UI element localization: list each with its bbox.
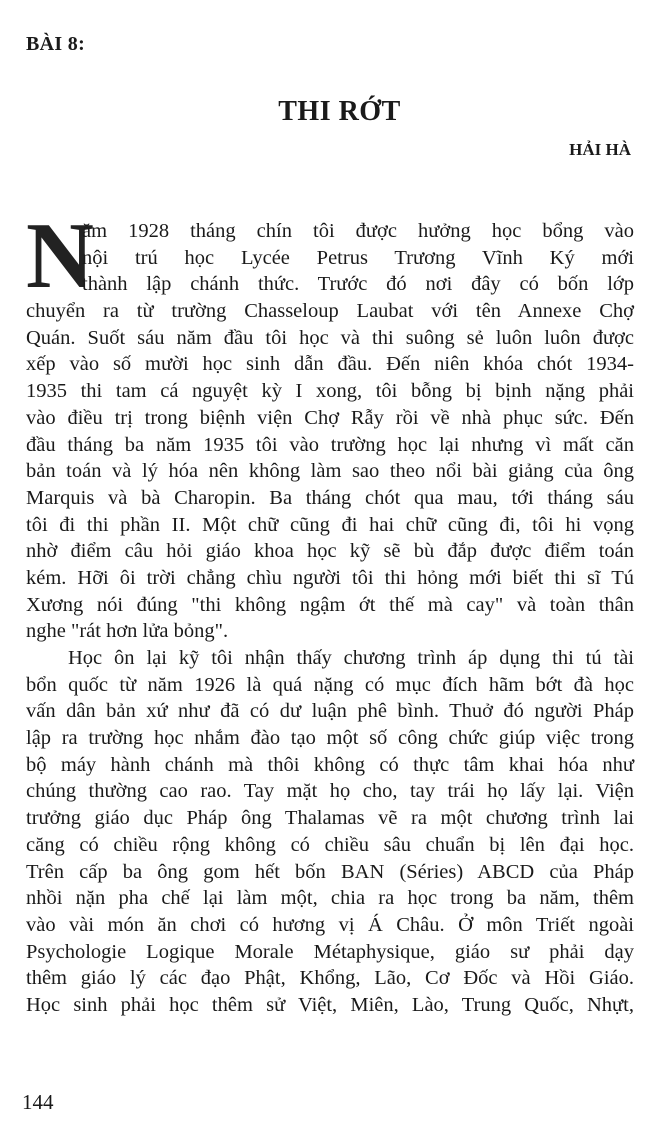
text-line: ăm 1928 tháng chín tôi được hưởng học bổng vào [82,220,634,242]
text-line: căng có chiều rộng không có chiều sâu chuẩn bị lên đại học. [26,833,634,856]
text-line: kém. Hỡi ôi trời chẳng chìu người tôi thi hỏng mới biết thi sĩ Tú [26,566,634,589]
text-line: vấn dân bản xứ như đã có dư luận phê bình. Thuở đó người Pháp [26,700,634,723]
text-line: nghe "rát hơn lửa bỏng". [26,620,229,643]
text-line: Marquis và bà Charopin. Ba tháng chót qua mau, tới tháng sáu [26,486,634,509]
text-line: vào vài món ăn chơi có hương vị Á Châu. Ở môn Triết ngoài [26,913,634,936]
author-name: HẢI HÀ [569,140,631,159]
text-line: thành lập chánh thức. Trước đó nơi đây có bốn lớp [82,273,634,296]
text-line: Quán. Suốt sáu năm đầu tôi học và thi suông sẻ luôn luôn được [26,326,634,349]
text-line: bộ máy hành chánh mà thôi không có thực tâm khai hóa như [26,753,634,776]
text-line: vào điều trị trong biệnh viện Chợ Rẫy rồi về nhà phục sức. Đến [26,406,634,429]
text-line: chuyển ra từ trường Chasseloup Laubat với tên Annexe Chợ [26,300,634,323]
text-line: thêm giáo lý các đạo Phật, Khổng, Lão, Cơ Đốc và Hồi Giáo. [26,967,634,990]
text-line: trưởng giáo dục Pháp ông Thalamas vẽ ra một chương trình lai [26,807,634,830]
page-number: 144 [22,1090,54,1114]
text-line: đầu tháng ba năm 1935 tôi vào trường học lại nhưng vì mất căn [26,433,634,456]
text-line: nhờ điểm câu hỏi giáo khoa học kỹ sẽ bù đắp được điểm toán [26,540,634,563]
drop-cap: N [26,204,94,308]
text-line: chúng thường cao rao. Tay mặt họ cho, tay trái họ lấy lại. Viện [26,780,634,803]
text-line: bản toán và lý hóa nên không làm sao theo nổi bài giảng của ông [26,460,634,483]
text-line: nội trú học Lycée Petrus Trương Vĩnh Ký mới [82,246,634,269]
text-line: tôi đi thi phần II. Một chữ cũng đi hai chữ cũng đi, tôi hi vọng [26,513,634,536]
text-line: 1935 thi tam cá nguyệt kỳ I xong, tôi bỗng bị bịnh nặng phải [26,380,634,403]
text-line: xếp vào số mười học sinh dẫn đầu. Đến niên khóa chót 1934- [26,353,634,376]
text-line: Psychologie Logique Morale Métaphysique, giáo sư phải dạy [26,940,634,963]
chapter-title: THI RỚT [278,96,401,127]
text-line: bổn quốc từ năm 1926 là quá nặng có mục đích hãm bớt đà học [26,673,634,696]
text-line: Học sinh phải học thêm sử Việt, Miên, Lào, Trung Quốc, Nhựt, [26,993,634,1016]
text-line: Học ôn lại kỹ tôi nhận thấy chương trình áp dụng thi tú tài [68,647,634,669]
text-line: nhồi nặn pha chế lại làm một, chia ra học trong ba năm, thêm [26,887,634,910]
text-line: Xương nói đúng "thi không ngậm ớt thế mà cay" và toàn thân [26,593,634,616]
text-line: lập ra trường học nhắm đào tạo một số công chức giúp việc trong [26,727,634,750]
body-text [26,204,634,1019]
lesson-number: BÀI 8: [26,33,86,55]
text-line: Trên cấp ba ông gom hết bốn BAN (Séries) ABCD của Pháp [26,860,634,883]
